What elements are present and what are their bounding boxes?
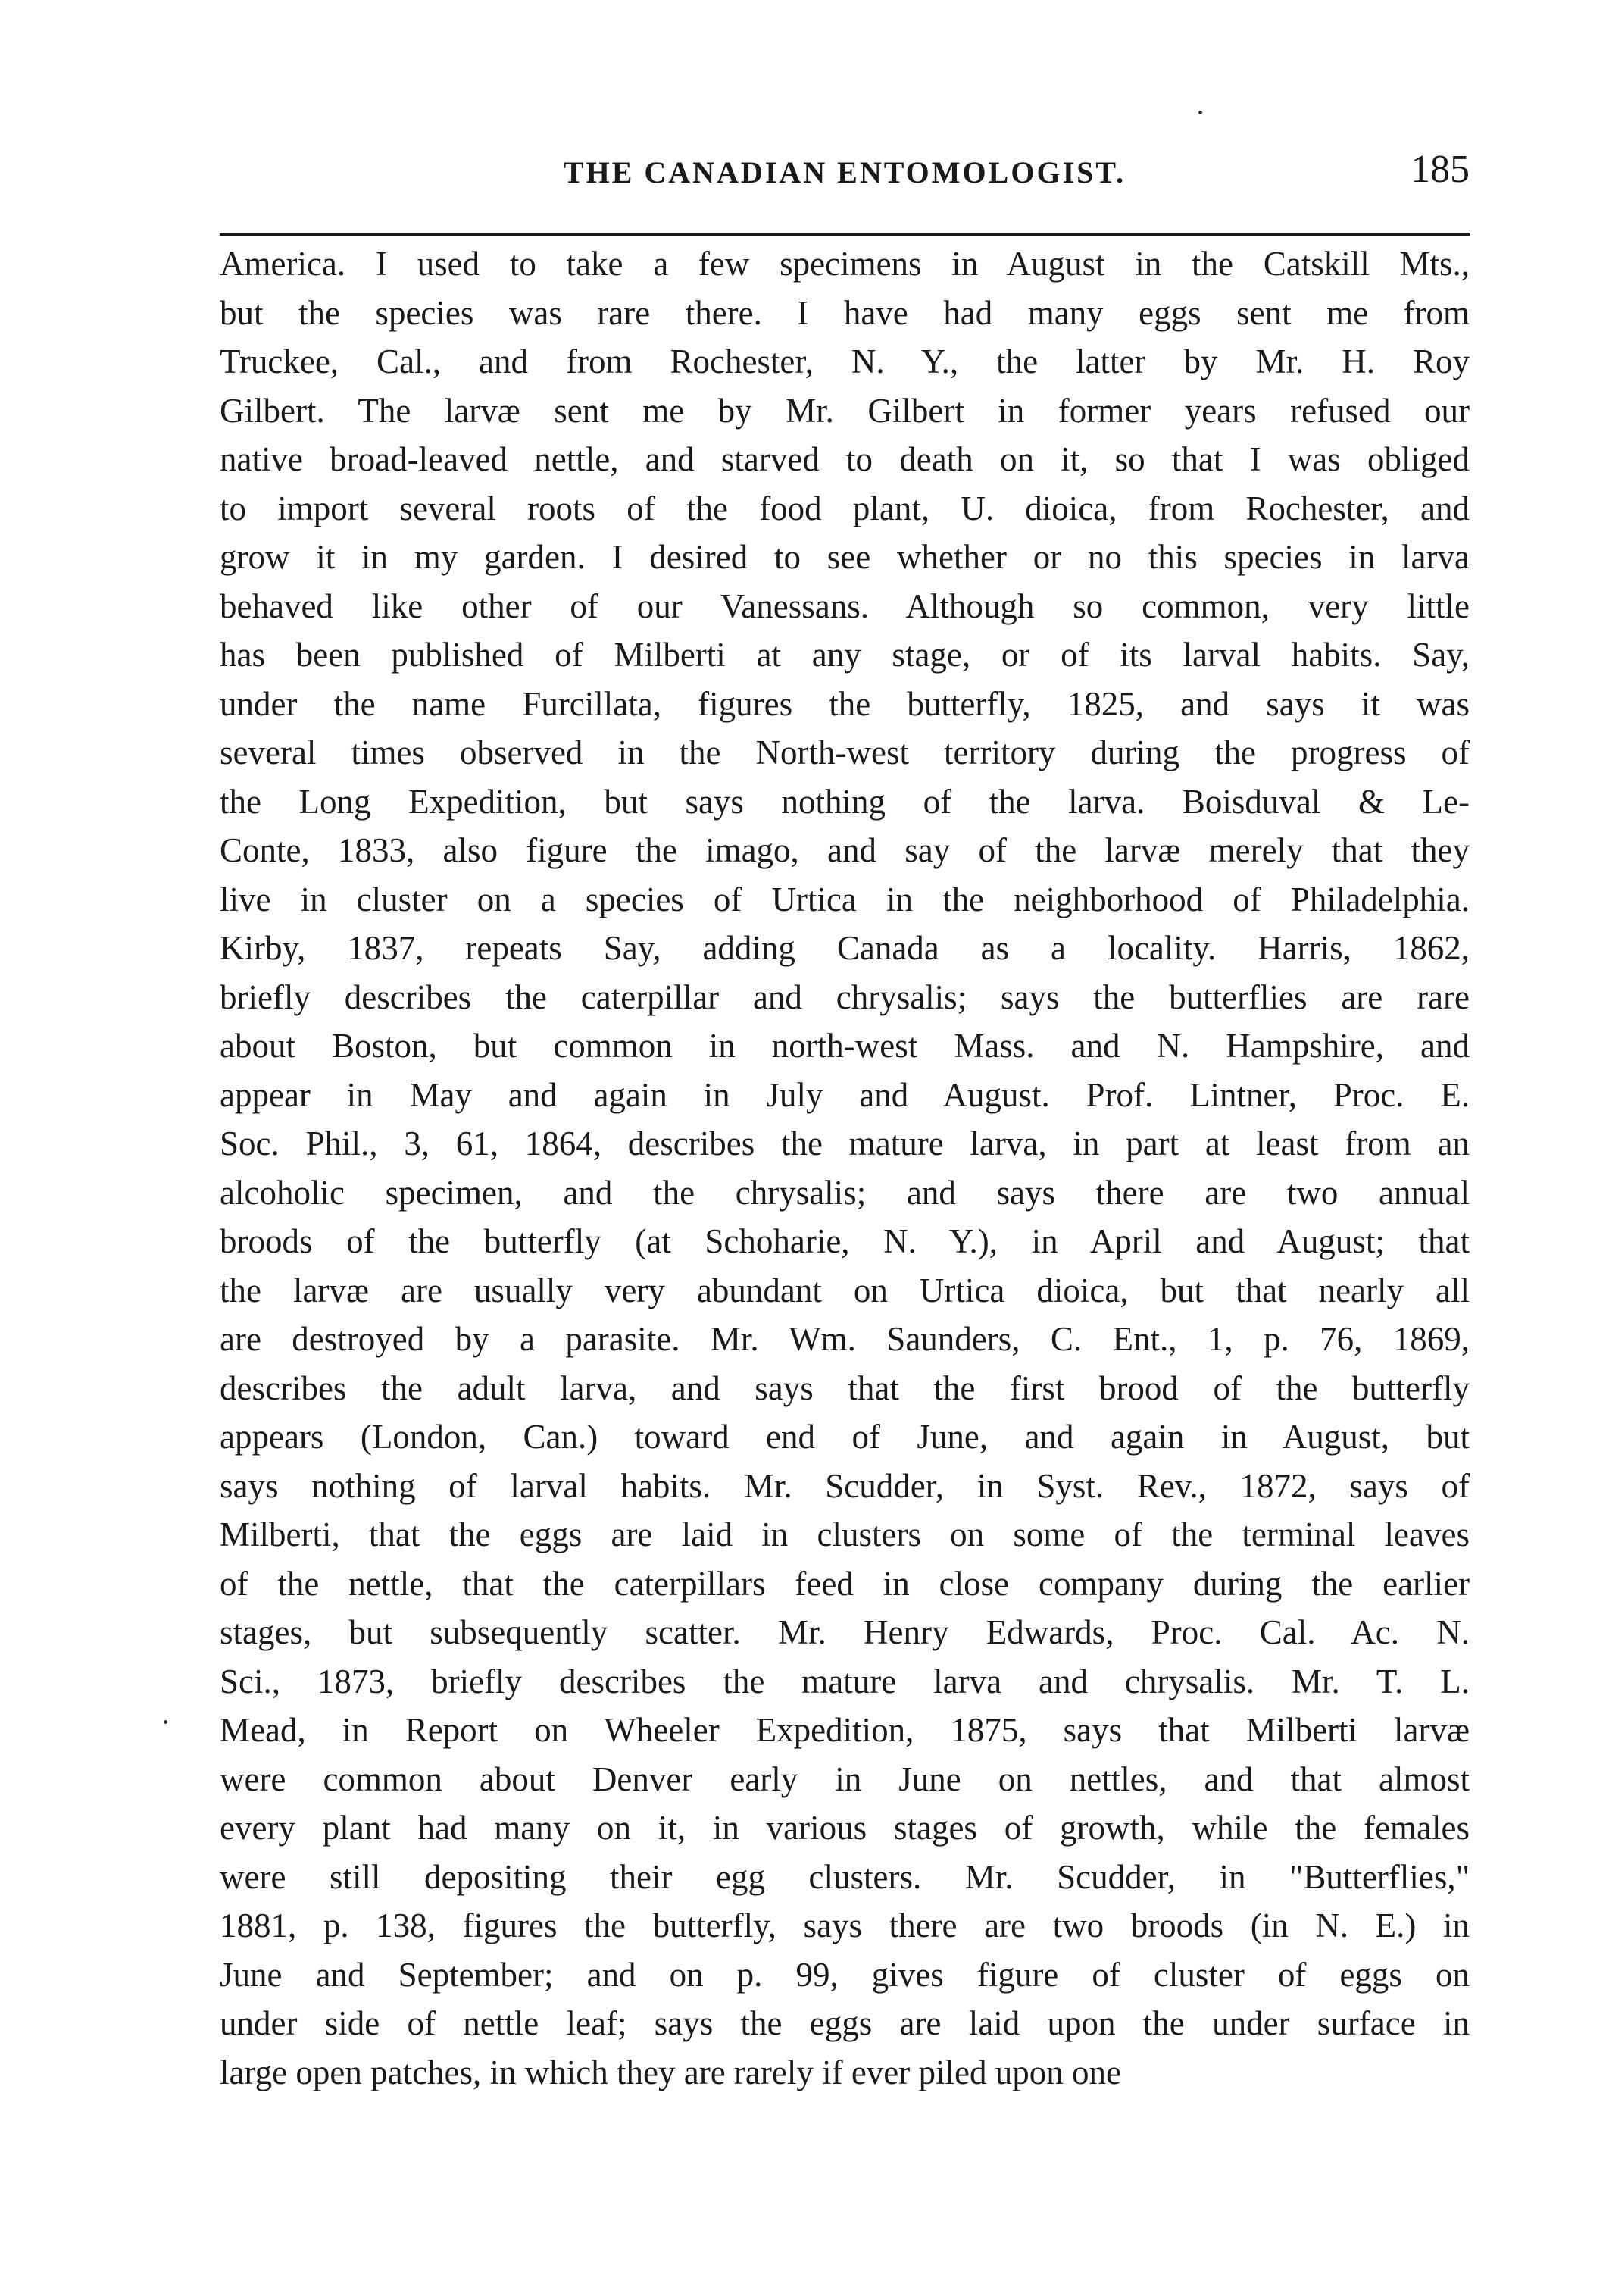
text-line: Milberti, that the eggs are laid in clusters on some of the terminal leaves [220,1516,1470,1553]
text-line: Conte, 1833, also figure the imago, and say of the larvæ merely that they [220,831,1470,869]
text-line: large open patches, in which they are rarely if ever piled upon one [220,2053,1121,2091]
text-line: Soc. Phil., 3, 61, 1864, describes the mature larva, in part at least from an [220,1125,1470,1162]
text-line: has been published of Milberti at any stage, or of its larval habits. Say, [220,636,1470,674]
text-line: the Long Expedition, but says nothing of the larva. Boisduval & Le- [220,782,1470,821]
text-line: grow it in my garden. I desired to see whether or no this species in larva [220,538,1470,576]
text-line: alcoholic specimen, and the chrysalis; and says there are two annual [220,1173,1470,1212]
text-line: describes the adult larva, and says that the first brood of the butterfly [220,1369,1470,1407]
text-line: were still depositing their egg clusters. Mr. Scudder, in "Butterflies," [220,1857,1470,1896]
header-rule [220,233,1470,236]
text-line: the larvæ are usually very abundant on Urtica dioica, but that nearly all [220,1271,1470,1309]
text-line: are destroyed by a parasite. Mr. Wm. Saunders, C. Ent., 1, p. 76, 1869, [220,1320,1470,1358]
text-line: under the name Furcillata, figures the butterfly, 1825, and says it was [220,684,1470,723]
text-line: Sci., 1873, briefly describes the mature larva and chrysalis. Mr. T. L. [220,1662,1470,1700]
text-line: to import several roots of the food plant, U. dioica, from Rochester, and [220,489,1470,527]
text-line: appears (London, Can.) toward end of June, and again in August, but [220,1418,1470,1456]
text-line: were common about Denver early in June on nettles, and that almost [220,1760,1470,1798]
text-line: Kirby, 1837, repeats Say, adding Canada as a locality. Harris, 1862, [220,929,1470,967]
text-line: stages, but subsequently scatter. Mr. Henry Edwards, Proc. Cal. Ac. N. [220,1613,1470,1651]
text-line: briefly describes the caterpillar and chrysalis; says the butterflies are rare [220,978,1470,1016]
text-line: behaved like other of our Vanessans. Although so common, very little [220,587,1470,625]
text-line: of the nettle, that the caterpillars feed in close company during the earlier [220,1564,1470,1603]
text-line: 1881, p. 138, figures the butterfly, says there are two broods (in N. E.) in [220,1907,1470,1944]
text-line: live in cluster on a species of Urtica in the neighborhood of Philadelphia. [220,880,1470,918]
text-line: under side of nettle leaf; says the eggs are laid upon the under surface in [220,2004,1470,2042]
print-speck [164,1720,167,1724]
body-text [220,239,1470,2097]
text-line: about Boston, but common in north-west Mass. and N. Hampshire, and [220,1027,1470,1065]
running-head [220,148,1470,205]
text-line: Truckee, Cal., and from Rochester, N. Y., the latter by Mr. H. Roy [220,343,1470,380]
page-number: 185 [1411,148,1470,191]
text-line: every plant had many on it, in various stages of growth, while the females [220,1809,1470,1847]
text-line: but the species was rare there. I have had many eggs sent me from [220,293,1470,332]
text-line: June and September; and on p. 99, gives figure of cluster of eggs on [220,1955,1470,1994]
print-speck [1198,111,1202,114]
text-line: several times observed in the North-west territory during the progress of [220,734,1470,771]
text-line: says nothing of larval habits. Mr. Scudder, in Syst. Rev., 1872, says of [220,1466,1470,1505]
text-line: native broad-leaved nettle, and starved to death on it, so that I was obliged [220,440,1470,478]
text-line: appear in May and again in July and August. Prof. Lintner, Proc. E. [220,1075,1470,1114]
text-line: Gilbert. The larvæ sent me by Mr. Gilbert in former years refused our [220,391,1470,430]
text-line: Mead, in Report on Wheeler Expedition, 1875, says that Milberti larvæ [220,1711,1470,1749]
running-title: THE CANADIAN ENTOMOLOGIST. [563,155,1126,189]
text-line: broods of the butterfly (at Schoharie, N. Y.), in April and August; that [220,1222,1470,1260]
text-line: America. I used to take a few specimens in August in the Catskill Mts., [220,245,1470,283]
